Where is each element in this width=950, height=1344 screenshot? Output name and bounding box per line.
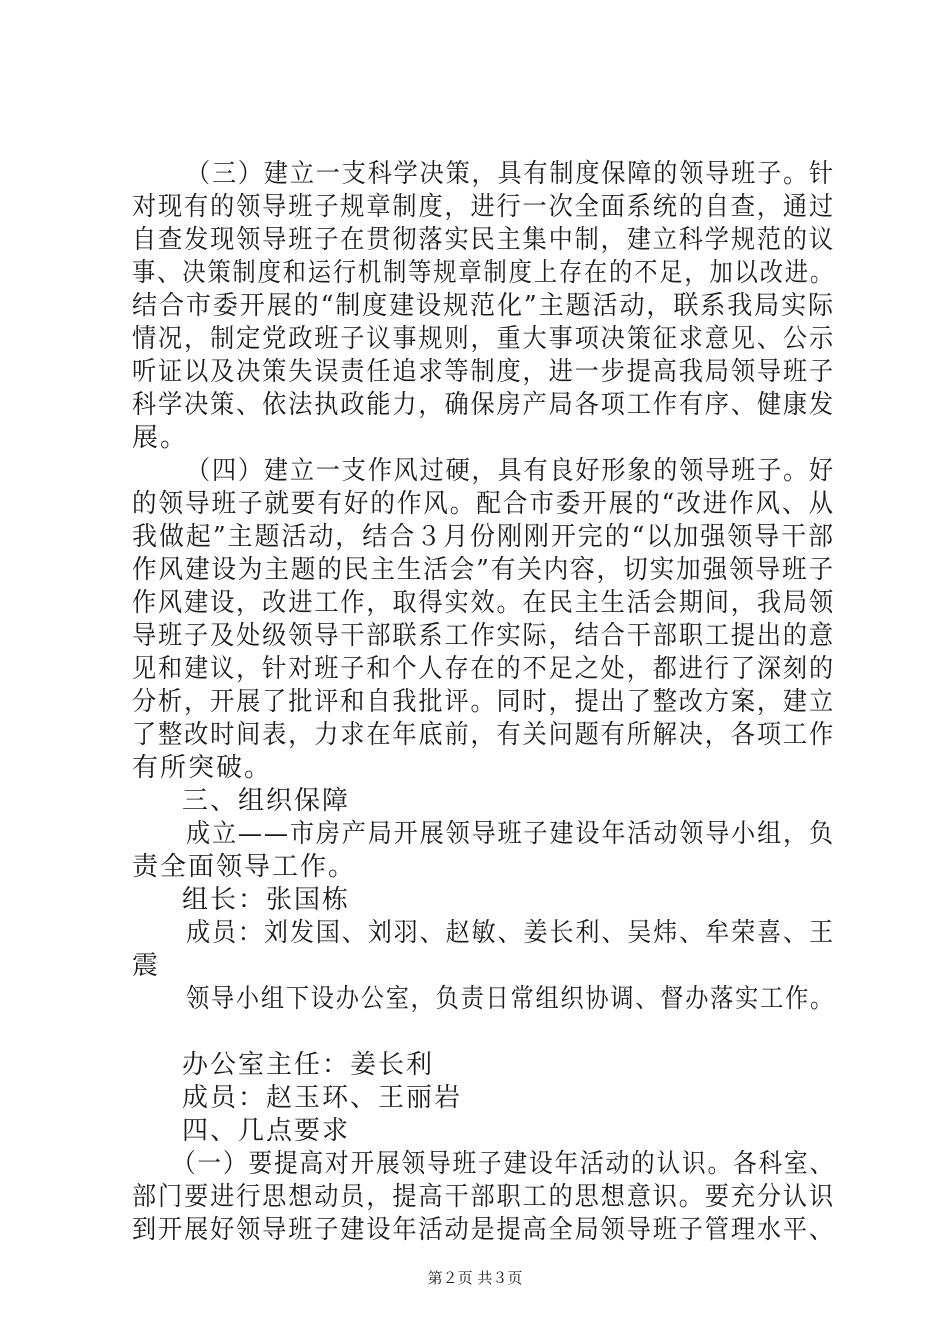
paragraph-line: （四）建立一支作风过硬，具有良好形象的领导班子。好 bbox=[186, 456, 835, 486]
paragraph-line: 我做起”主题活动，结合３月份刚刚开完的“以加强领导干部 bbox=[132, 522, 835, 552]
paragraph-line: 自查发现领导班子在贯彻落实民主集中制，建立科学规范的议 bbox=[132, 225, 835, 255]
paragraph-line: 作风建设为主题的民主生活会”有关内容，切实加强领导班子 bbox=[132, 555, 835, 585]
paragraph-line: 科学决策、依法执政能力，确保房产局各项工作有序、健康发 bbox=[132, 390, 835, 420]
paragraph-line: 责全面领导工作。 bbox=[132, 852, 357, 882]
paragraph-line: （一）要提高对开展领导班子建设年活动的认识。各科室、 bbox=[172, 1149, 835, 1179]
paragraph-line: 听证以及决策失误责任追求等制度，进一步提高我局领导班子 bbox=[132, 357, 835, 387]
paragraph-line: 结合市委开展的“制度建设规范化”主题活动，联系我局实际 bbox=[132, 291, 835, 321]
paragraph-line: 展。 bbox=[132, 423, 189, 453]
paragraph-line: 见和建议，针对班子和个人存在的不足之处，都进行了深刻的 bbox=[132, 654, 835, 684]
paragraph-line: 三、组织保障 bbox=[182, 786, 351, 816]
paragraph-line: 导班子及处级领导干部联系工作实际，结合干部职工提出的意 bbox=[132, 621, 835, 651]
paragraph-line: 有所突破。 bbox=[132, 753, 273, 783]
paragraph-line: 分析，开展了批评和自我批评。同时，提出了整改方案，建立 bbox=[132, 687, 835, 717]
paragraph-line: 到开展好领导班子建设年活动是提高全局领导班子管理水平、 bbox=[132, 1215, 835, 1245]
paragraph-line: 成员：赵玉环、王丽岩 bbox=[182, 1083, 463, 1113]
paragraph-line: 对现有的领导班子规章制度，进行一次全面系统的自查，通过 bbox=[132, 192, 835, 222]
page-footer: 第２页 共３页 bbox=[427, 1269, 523, 1287]
paragraph-line: 办公室主任：姜长利 bbox=[182, 1050, 435, 1080]
paragraph-line: 震 bbox=[132, 951, 161, 981]
paragraph-line: 组长：张国栋 bbox=[182, 885, 351, 915]
paragraph-line: （三）建立一支科学决策，具有制度保障的领导班子。针 bbox=[186, 159, 835, 189]
paragraph-line: 作风建设，改进工作，取得实效。在民主生活会期间，我局领 bbox=[132, 588, 835, 618]
paragraph-line: 情况，制定党政班子议事规则，重大事项决策征求意见、公示 bbox=[132, 324, 835, 354]
paragraph-line: 了整改时间表，力求在年底前，有关问题有所解决，各项工作 bbox=[132, 720, 835, 750]
paragraph-line: 领导小组下设办公室，负责日常组织协调、督办落实工作。 bbox=[186, 984, 835, 1014]
paragraph-line: 的领导班子就要有好的作风。配合市委开展的“改进作风、从 bbox=[132, 489, 835, 519]
paragraph-line: 成立——市房产局开展领导班子建设年活动领导小组，负 bbox=[186, 819, 835, 849]
paragraph-line: 四、几点要求 bbox=[182, 1116, 351, 1146]
paragraph-line: 事、决策制度和运行机制等规章制度上存在的不足，加以改进。 bbox=[132, 258, 835, 288]
paragraph-line: 成员：刘发国、刘羽、赵敏、姜长利、吴炜、牟荣喜、王 bbox=[186, 918, 835, 948]
paragraph-line: 部门要进行思想动员，提高干部职工的思想意识。要充分认识 bbox=[132, 1182, 835, 1212]
